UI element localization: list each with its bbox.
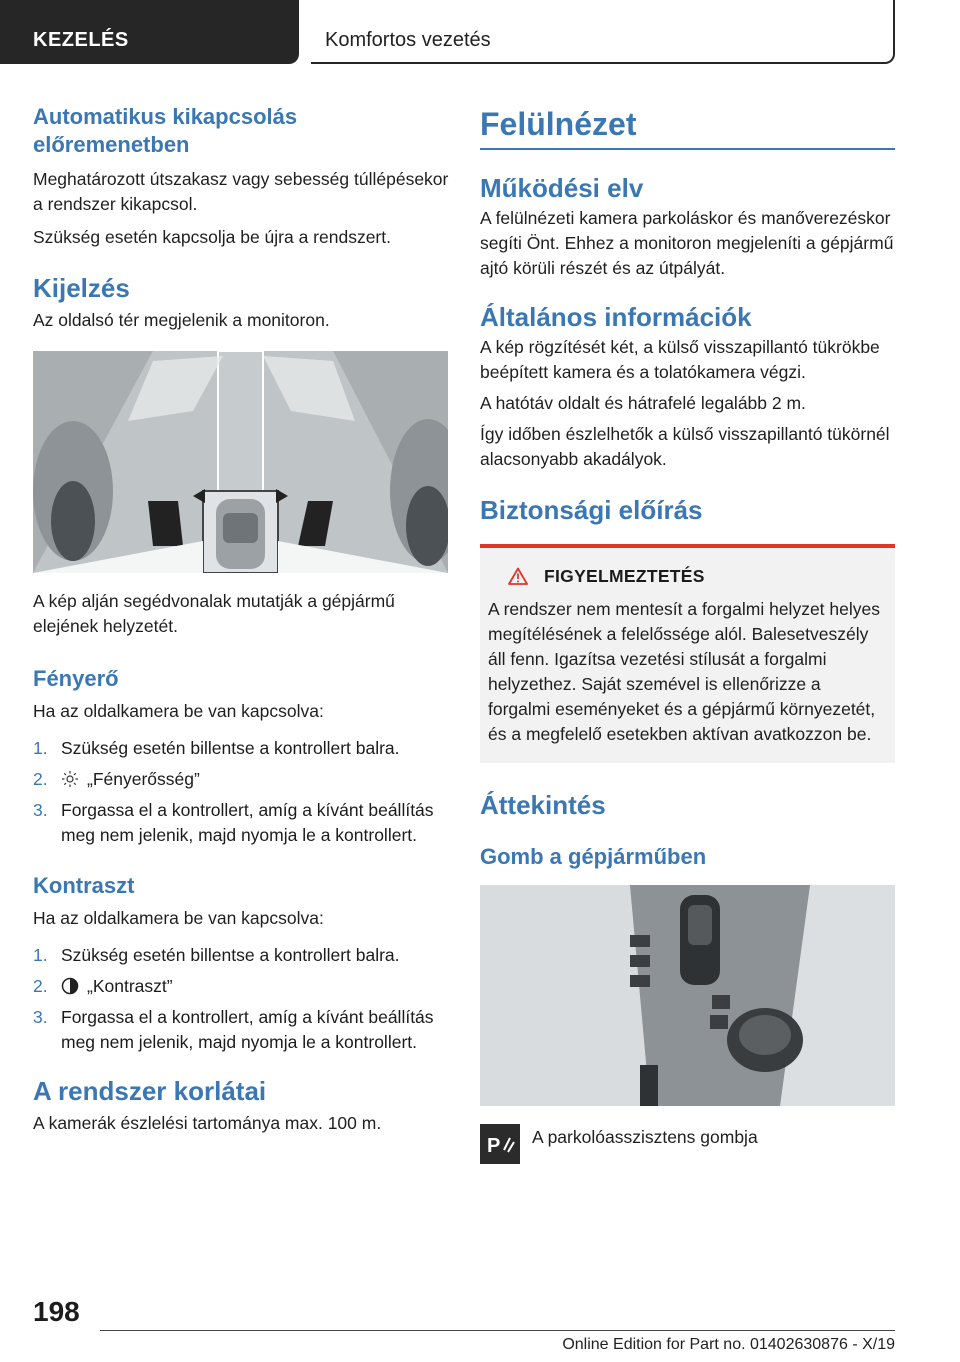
para-brightness-intro: Ha az oldalkamera be van kapcsolva: [33, 701, 324, 721]
warning-triangle-icon [508, 567, 528, 585]
warning-box [480, 544, 895, 763]
para-limits: A kamerák észlelési tartománya max. 100 m. [33, 1113, 382, 1133]
sun-icon [61, 770, 79, 788]
footer-rule [100, 1330, 895, 1331]
para-contrast-intro: Ha az oldalkamera be van kapcsolva: [33, 908, 324, 928]
warning-text: A rendszer nem mentesít a forgalmi helyzet helyes megítélésének a felelőssége alól. Balesetveszély áll fenn. Igazítsa vezetési stílusát a forgalmi helyzethez. Saját szemével is ellenőrizze a forgalmi eseményeket és a gépjármű környezetét, és a megfelelő esetekben aktívan avatkozzon be. [488, 599, 880, 744]
side-camera-image [33, 351, 448, 573]
section-title: KEZELÉS [33, 29, 129, 51]
edition-text: Online Edition for Part no. 01402630876 - X/19 [562, 1336, 895, 1353]
console-illustration [480, 885, 895, 1106]
para-auto-off-1: Meghatározott útszakasz vagy sebesség túllépésekor a rendszer kikapcsol. [33, 169, 449, 214]
section-tab [0, 0, 299, 64]
heading-topview: Felülnézet [480, 106, 637, 142]
chapter-title: Komfortos vezetés [325, 29, 491, 51]
heading-principle: Működési elv [480, 173, 644, 203]
para-general-2: A hatótáv oldalt és hátrafelé legalább 2 m. [480, 393, 806, 413]
para-general-3: Így időben észlelhetők a külső visszapillantó tükörnél alacsonyabb akadályok. [480, 424, 890, 469]
list-item: 2. „Kontraszt” [33, 976, 173, 996]
chapter-tab [311, 0, 895, 64]
heading-button: Gomb a gépjárműben [480, 844, 707, 869]
heading-limits: A rendszer korlátai [33, 1076, 267, 1106]
button-caption-row [480, 1124, 895, 1164]
page-number: 198 [33, 1296, 80, 1327]
para-display: Az oldalsó tér megjelenik a monitoron. [33, 310, 330, 330]
list-item: 3. Forgassa el a kontrollert, amíg a kívánt beállítás meg nem jelenik, majd nyomja le a kontrollert. [33, 1007, 434, 1052]
heading-contrast: Kontraszt [33, 873, 135, 898]
brightness-steps [33, 736, 449, 848]
heading-safety: Biztonsági előírás [480, 495, 703, 525]
heading-general: Általános információk [480, 302, 752, 332]
button-caption: A parkolóasszisztens gombja [532, 1126, 758, 1147]
contrast-steps [33, 943, 449, 1055]
contrast-icon [61, 977, 79, 995]
right-column [480, 100, 895, 1164]
side-camera-illustration [33, 351, 448, 573]
heading-display: Kijelzés [33, 273, 130, 303]
para-principle: A felülnézeti kamera parkoláskor és manőverezéskor segíti Önt. Ehhez a monitoron megjeleníti a gépjármű ajtó körüli részét és az útpályát. [480, 208, 894, 278]
heading-rule [480, 148, 895, 150]
list-item: 1. Szükség esetén billentse a kontrollert balra. [33, 738, 400, 758]
heading-overview: Áttekintés [480, 790, 606, 820]
left-column [33, 100, 449, 1136]
park-assist-button-icon [480, 1124, 520, 1164]
list-item: 2. „Fényerősség” [33, 769, 200, 789]
list-item: 3. Forgassa el a kontrollert, amíg a kívánt beállítás meg nem jelenik, majd nyomja le a kontrollert. [33, 800, 434, 845]
heading-auto-off: Automatikus kikapcsolás előremenetben [33, 104, 298, 157]
warning-title: FIGYELMEZTETÉS [488, 566, 887, 587]
svg-text:P: P [487, 1135, 501, 1157]
list-item: 1. Szükség esetén billentse a kontrollert balra. [33, 945, 400, 965]
image-caption: A kép alján segédvonalak mutatják a gépjármű elejének helyzetét. [33, 591, 395, 636]
heading-brightness: Fényerő [33, 666, 119, 691]
console-image [480, 885, 895, 1106]
para-auto-off-2: Szükség esetén kapcsolja be újra a rendszert. [33, 227, 391, 247]
para-general-1: A kép rögzítését két, a külső visszapillantó tükrökbe beépített kamera és a tolatókamera végzi. [480, 337, 880, 382]
